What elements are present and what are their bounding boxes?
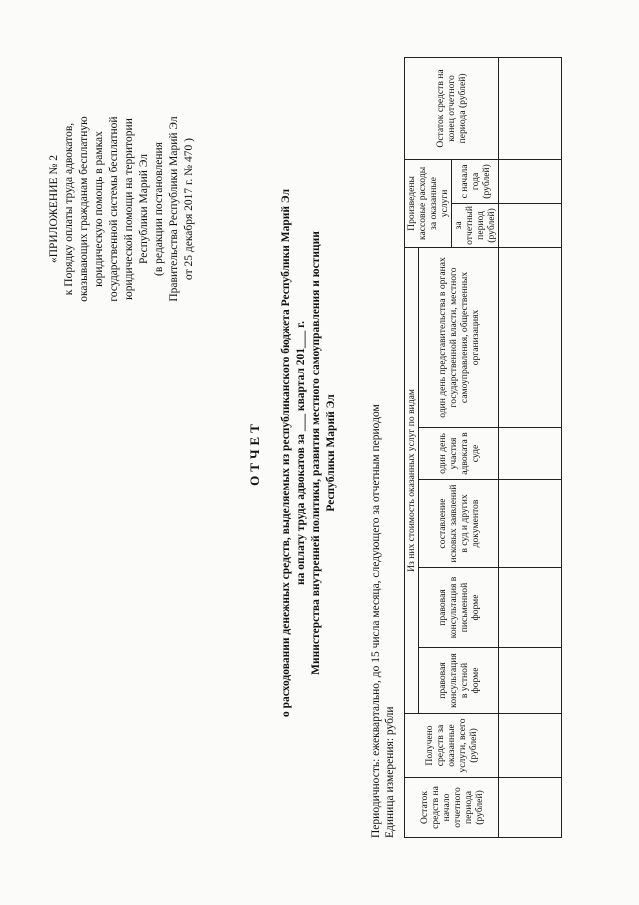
appendix-line: Республики Марий Эл xyxy=(138,154,150,265)
header-oral-consultation: правовая консультация в устной форме xyxy=(419,648,499,714)
data-cell xyxy=(499,428,562,480)
subtitle-line: о расходовании денежных средств, выделяемых из республиканского бюджета Республики Марий Эл xyxy=(280,188,292,718)
report-table xyxy=(404,57,562,838)
subtitle-line: Республики Марий Эл xyxy=(325,394,337,512)
header-services-group: Из них стоимость оказанных услуг по видам xyxy=(405,247,419,713)
header-court-day: один день участия адвоката в суде xyxy=(419,428,499,480)
rotated-content xyxy=(47,48,607,858)
data-cell xyxy=(499,159,562,203)
report-subtitle xyxy=(279,48,339,858)
header-end-balance: Остаток средств на конец отчетного периода (рублей) xyxy=(405,57,499,159)
header-start-balance: Остаток средств на начало отчетного периода (рублей) xyxy=(405,778,499,838)
appendix-line: юридическую помощь в рамках xyxy=(93,131,105,287)
data-cell xyxy=(499,714,562,778)
data-cell xyxy=(499,778,562,838)
subtitle-line: на оплату труда адвокатов за ___ квартал 201___ г. xyxy=(295,321,307,585)
data-cell xyxy=(499,648,562,714)
header-cash-group: Произведены кассовые расходы за оказанные услуги xyxy=(405,159,452,247)
appendix-line: юридической помощи на территории xyxy=(123,118,135,300)
appendix-header xyxy=(47,50,197,368)
appendix-line: к Порядку оплаты труда адвокатов, xyxy=(63,122,75,296)
header-written-consultation: правовая консультация в письменной форме xyxy=(419,568,499,648)
data-cell xyxy=(499,203,562,247)
appendix-line: (в редакции постановления xyxy=(153,142,165,276)
data-cell xyxy=(499,568,562,648)
data-cell xyxy=(499,57,562,159)
header-cash-period: за отчетный период (рублей) xyxy=(452,203,499,247)
header-cash-ytd: с начала года (рублей) xyxy=(452,159,499,203)
subtitle-line: Министерства внутренней политики, развития местного самоуправления и юстиции xyxy=(310,231,322,675)
header-representation-day: один день представительства в органах государственной власти, местного самоуправления, общественных организациях xyxy=(419,247,499,427)
appendix-line: государственной системы бесплатной xyxy=(108,116,120,302)
appendix-line: Правительства Республики Марий Эл xyxy=(168,116,180,302)
appendix-line: «ПРИЛОЖЕНИЕ № 2 xyxy=(48,155,60,264)
periodicity-text: Периодичность: ежеквартально, до 15 числа месяца, следующего за отчетным периодом xyxy=(370,404,382,838)
unit-text: Единица измерения: рубли xyxy=(384,706,396,838)
appendix-line: оказывающих гражданам бесплатную xyxy=(78,116,90,302)
data-cell xyxy=(499,480,562,568)
report-meta xyxy=(369,58,397,838)
header-claims-drafting: составление исковых заявлений в суд и других документов xyxy=(419,480,499,568)
header-received: Получено средств за оказанные услуги, всего (рублей) xyxy=(405,714,499,778)
data-cell xyxy=(499,247,562,427)
appendix-line: от 25 декабря 2017 г. № 470 ) xyxy=(183,138,195,280)
report-title: ОТЧЕТ xyxy=(247,420,262,486)
